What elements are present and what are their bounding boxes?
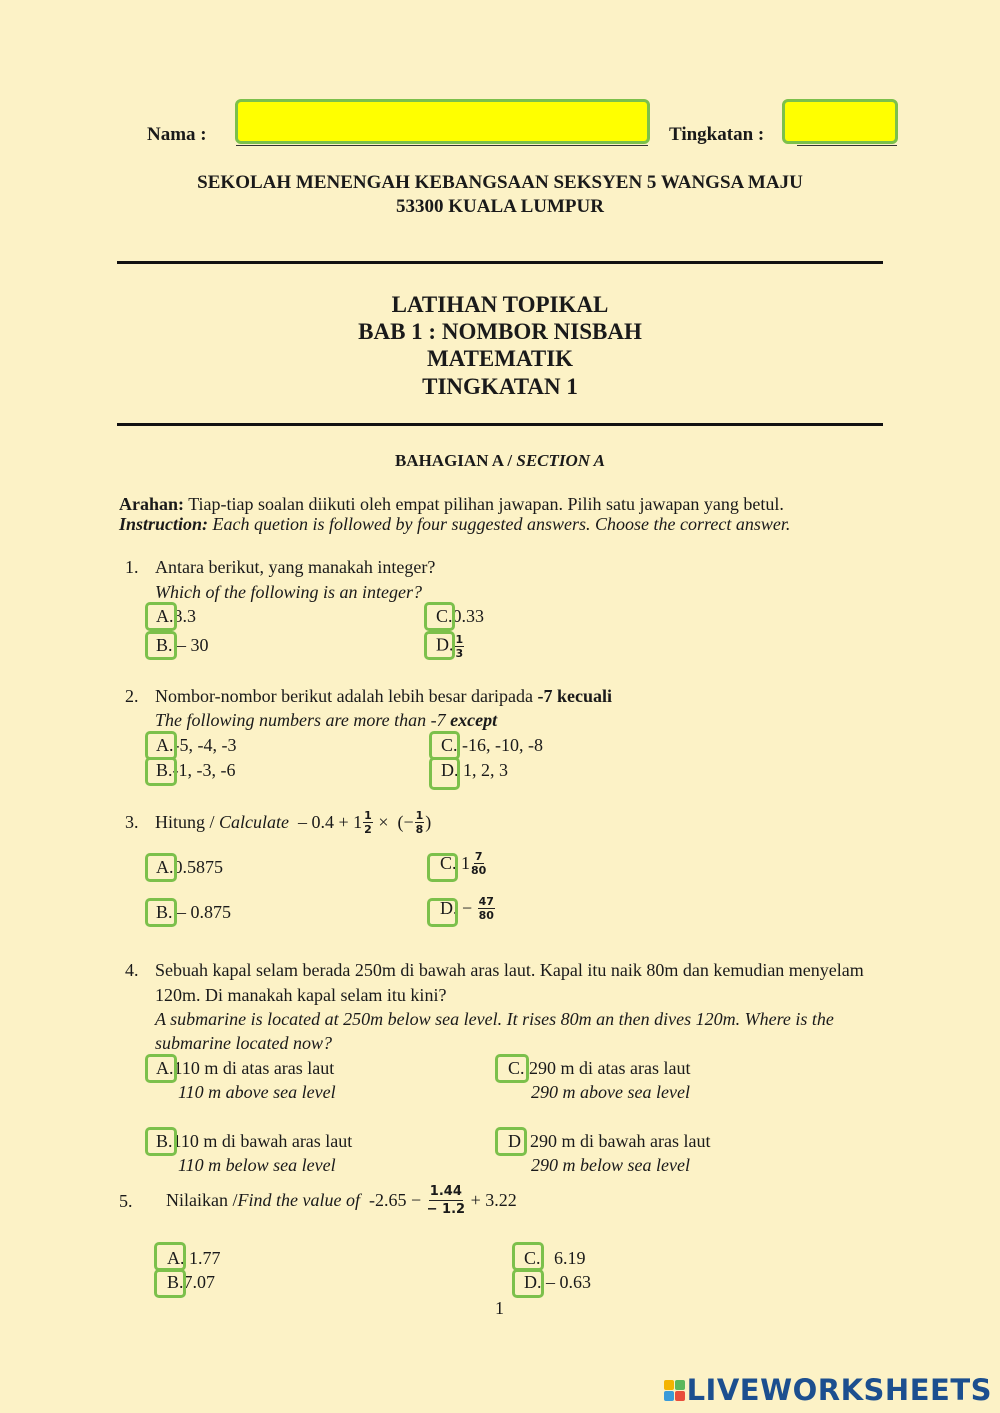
q4-option-d-en: 290 m below sea level — [531, 1155, 690, 1175]
q4-option-d — [508, 1131, 710, 1152]
option-value: 0.33 — [452, 606, 485, 626]
q2-text-en-main: The following numbers are more than -7 — [155, 710, 451, 730]
q2-text-main: Nombor-nombor berikut adalah lebih besar daripada — [155, 686, 538, 706]
q5-expression-start: -2.65 − — [368, 1189, 422, 1210]
option-value: 110 m di atas aras laut — [173, 1058, 335, 1078]
q2-answer-box-d[interactable] — [429, 757, 460, 790]
divider-top — [117, 261, 883, 264]
level-label: Tingkatan : — [669, 124, 765, 145]
q5-text-main: Nilaikan / — [166, 1189, 238, 1210]
arahan-text: Tiap-tiap soalan diikuti oleh empat pilihan jawapan. Pilih satu jawapan yang betul. — [184, 494, 784, 514]
option-fraction — [455, 633, 465, 660]
instruction-label: Instruction: — [119, 514, 209, 534]
q4-option-c — [508, 1058, 690, 1079]
option-fraction — [478, 895, 495, 922]
option-label: B. — [156, 902, 173, 922]
q2-answer-box-c[interactable] — [429, 731, 460, 760]
q4-answer-box-b[interactable] — [145, 1127, 177, 1156]
q5-number: 5. — [119, 1191, 133, 1211]
q4-option-b — [156, 1131, 352, 1152]
option-label: C. — [440, 853, 457, 873]
option-sign: − — [462, 898, 473, 918]
arahan-label: Arahan: — [119, 494, 185, 514]
q4-text-line2: 120m. Di manakah kapal selam itu kini? — [155, 985, 447, 1005]
q3-open-paren: (− — [397, 811, 414, 832]
section-label: BAHAGIAN A / — [394, 451, 517, 470]
q4-answer-box-c[interactable] — [495, 1054, 529, 1083]
q1-number: 1. — [125, 557, 139, 577]
q5-answer-box-a[interactable] — [154, 1242, 186, 1271]
level-underline — [797, 145, 897, 146]
level-input[interactable] — [782, 99, 898, 144]
q3-fraction-1 — [363, 809, 373, 836]
fraction-denominator: − 1.2 — [426, 1201, 466, 1217]
instruction-line — [119, 514, 790, 535]
option-label: D. — [440, 898, 458, 918]
option-value: 290 m di atas aras laut — [529, 1058, 691, 1078]
q4-answer-box-a[interactable] — [145, 1054, 177, 1083]
q2-text-bold: -7 kecuali — [537, 686, 613, 706]
q3-answer-box-a[interactable] — [145, 853, 177, 882]
q3-close-paren: ) — [425, 811, 432, 832]
q2-answer-box-b[interactable] — [145, 757, 177, 786]
divider-bottom — [117, 423, 883, 426]
q4-option-a — [156, 1058, 334, 1079]
option-value: -16, -10, -8 — [462, 735, 543, 755]
option-label: A. — [156, 735, 174, 755]
section-heading — [0, 451, 1000, 471]
q3-times: × — [378, 811, 389, 832]
fraction-denominator: 80 — [478, 909, 494, 922]
option-value: 1, 2, 3 — [463, 760, 508, 780]
q3-text-en: Calculate — [219, 811, 290, 832]
liveworksheets-mark-icon — [664, 1380, 685, 1401]
option-label: D — [508, 1131, 521, 1151]
option-label: A. — [156, 606, 174, 626]
q1-answer-box-c[interactable] — [424, 602, 455, 631]
page-number: 1 — [495, 1298, 504, 1318]
q1-answer-box-b[interactable] — [145, 631, 177, 660]
option-label: C. — [508, 1058, 525, 1078]
option-label: D. — [436, 634, 454, 655]
liveworksheets-logo[interactable] — [664, 1373, 992, 1407]
q4-option-c-en: 290 m above sea level — [531, 1082, 690, 1102]
fraction-numerator: 1 — [415, 808, 424, 822]
q5-text — [166, 1178, 517, 1222]
q4-option-a-en: 110 m above sea level — [178, 1082, 336, 1102]
q4-number: 4. — [125, 960, 139, 980]
brand-text: LIVEWORKSHEETS — [686, 1373, 992, 1407]
q3-text-main: Hitung / — [155, 811, 215, 832]
option-whole: 1 — [461, 853, 471, 873]
option-value: 6.19 — [554, 1248, 586, 1268]
fraction-denominator: 80 — [471, 864, 487, 877]
option-label: C. — [436, 606, 453, 626]
school-name: SEKOLAH MENENGAH KEBANGSAAN SEKSYEN 5 WANGSA MAJU — [197, 172, 803, 193]
q2-text-en-bold: except — [450, 710, 498, 730]
option-value: – 0.875 — [177, 902, 232, 922]
fraction-numerator: 7 — [474, 850, 483, 863]
q2-answer-box-a[interactable] — [145, 731, 177, 760]
q5-fraction — [427, 1183, 465, 1218]
option-value: 1.77 — [189, 1248, 221, 1268]
q5-text-en: Find the value of — [237, 1189, 360, 1210]
q4-text-en-line1: A submarine is located at 250m below sea level. It rises 80m an then dives 120m. Where is the — [155, 1009, 834, 1029]
fraction-denominator: 3 — [455, 647, 464, 660]
title-line1: LATIHAN TOPIKAL — [391, 292, 609, 317]
fraction-numerator: 1.44 — [429, 1183, 462, 1199]
q4-text-en-line2: submarine located now? — [155, 1033, 332, 1053]
option-label: B. — [156, 760, 173, 780]
q4-option-b-en: 110 m below sea level — [178, 1155, 336, 1175]
q2-text-en — [155, 710, 497, 731]
option-label: A. — [167, 1248, 185, 1268]
option-value: -5, -4, -3 — [173, 735, 237, 755]
q1-answer-box-a[interactable] — [145, 602, 177, 631]
school-address: 53300 KUALA LUMPUR — [396, 196, 604, 217]
q5-answer-box-d[interactable] — [512, 1269, 544, 1298]
option-value: 110 m di bawah aras laut — [172, 1131, 353, 1151]
option-label: C. — [524, 1248, 541, 1268]
option-label: A. — [156, 1058, 174, 1078]
option-value: 0.5875 — [173, 857, 223, 877]
q2-text — [155, 686, 612, 707]
option-label: B. — [156, 635, 173, 655]
q5-expression-end: + 3.22 — [470, 1189, 517, 1210]
arahan-line — [119, 494, 784, 515]
q5-answer-box-c[interactable] — [512, 1242, 544, 1271]
option-value: -1, -3, -6 — [172, 760, 236, 780]
q3-number: 3. — [125, 812, 139, 832]
q1-text-en: Which of the following is an integer? — [155, 582, 422, 602]
q1-text: Antara berikut, yang manakah integer? — [155, 557, 436, 577]
fraction-numerator: 1 — [364, 808, 372, 822]
fraction-denominator: 8 — [415, 822, 424, 836]
q3-expression-start: – 0.4 + 1 — [298, 811, 363, 832]
q3-text — [155, 806, 431, 838]
fraction-denominator: 2 — [364, 822, 372, 836]
q5-answer-box-b[interactable] — [154, 1269, 186, 1298]
q4-text-line1: Sebuah kapal selam berada 250m di bawah aras laut. Kapal itu naik 80m dan kemudian menyelam — [155, 960, 864, 980]
name-label: Nama : — [147, 124, 207, 145]
q4-answer-box-d[interactable] — [495, 1127, 527, 1156]
instruction-text: Each quetion is followed by four suggested answers. Choose the correct answer. — [208, 514, 791, 534]
option-value: – 30 — [177, 635, 209, 655]
option-value: – 0.63 — [546, 1272, 591, 1292]
option-label: B. — [167, 1272, 184, 1292]
fraction-numerator: 1 — [455, 633, 464, 646]
option-label: D. — [441, 760, 459, 780]
title-line2: BAB 1 : NOMBOR NISBAH — [358, 319, 642, 344]
name-input[interactable] — [235, 99, 650, 144]
option-label: A. — [156, 857, 174, 877]
option-label: B. — [156, 1131, 173, 1151]
q2-number: 2. — [125, 686, 139, 706]
q3-fraction-2 — [415, 809, 425, 836]
option-value: 3.3 — [173, 606, 196, 626]
option-label: D. — [524, 1272, 542, 1292]
option-fraction — [471, 850, 486, 877]
fraction-numerator: 47 — [478, 895, 494, 908]
name-underline — [236, 145, 648, 146]
option-value: 290 m di bawah aras laut — [530, 1131, 711, 1151]
section-label-en: SECTION A — [516, 451, 606, 470]
title-line3: MATEMATIK — [426, 346, 574, 371]
q1-answer-box-d[interactable] — [424, 631, 455, 660]
q3-answer-box-b[interactable] — [145, 898, 177, 927]
q3-answer-box-d[interactable] — [427, 898, 458, 927]
q3-answer-box-c[interactable] — [427, 853, 458, 882]
option-label: C. — [441, 735, 458, 755]
option-value: 7.07 — [183, 1272, 216, 1292]
title-line4: TINGKATAN 1 — [422, 374, 578, 399]
